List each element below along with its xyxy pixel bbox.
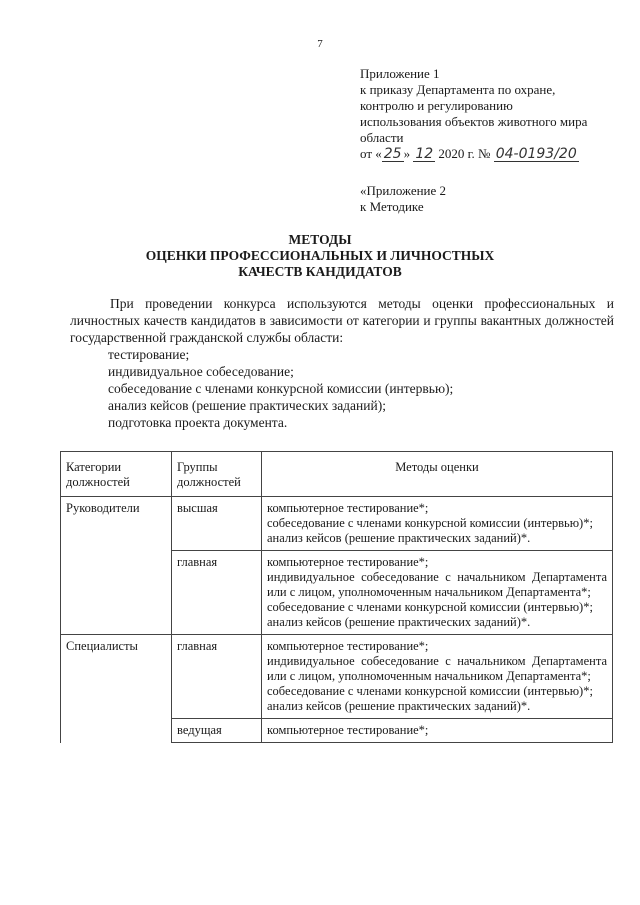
methods-cell bbox=[262, 719, 613, 743]
method-list-item: тестирование; bbox=[108, 347, 190, 362]
group-cell: главная bbox=[172, 635, 262, 719]
method-line: индивидуальное собеседование с начальником Департамента или с лицом, уполномоченным начальником Департамента*; bbox=[267, 570, 607, 599]
table-row bbox=[61, 497, 613, 551]
method-list-item: собеседование с членами конкурсной комиссии (интервью); bbox=[108, 381, 454, 396]
intro-paragraph: При проведении конкурса используются методы оценки профессиональных и личностных качеств кандидатов в зависимости от категории и группы вакантных должностей государственной гражданской службы области: bbox=[70, 296, 614, 345]
category-cell bbox=[61, 719, 172, 743]
document-title bbox=[0, 232, 640, 280]
method-line: собеседование с членами конкурсной комиссии (интервью)*; bbox=[267, 600, 593, 614]
appendix-line: Приложение 1 bbox=[360, 66, 440, 81]
appendix2-line: к Методике bbox=[360, 199, 424, 214]
category-cell bbox=[61, 551, 172, 635]
appendix-line: области bbox=[360, 130, 404, 145]
appendix-line: использования объектов животного мира bbox=[360, 114, 588, 129]
method-line: компьютерное тестирование*; bbox=[267, 555, 429, 569]
date-prefix: от « bbox=[360, 146, 382, 161]
handwritten-month: 12 bbox=[415, 146, 434, 162]
title-line: КАЧЕСТВ КАНДИДАТОВ bbox=[238, 264, 402, 279]
title-line: МЕТОДЫ bbox=[288, 232, 352, 247]
group-cell: ведущая bbox=[172, 719, 262, 743]
appendix-line: к приказу Департамента по охране, bbox=[360, 82, 556, 97]
date-year: 2020 г. № bbox=[435, 146, 494, 161]
appendix2-header bbox=[360, 183, 446, 215]
appendix-line: контролю и регулированию bbox=[360, 98, 513, 113]
group-cell: главная bbox=[172, 551, 262, 635]
header-group: Группы должностей bbox=[172, 452, 262, 497]
table-row bbox=[61, 719, 613, 743]
page-number: 7 bbox=[317, 38, 323, 50]
intro-section bbox=[70, 295, 614, 431]
methods-table bbox=[60, 451, 613, 743]
method-line: собеседование с членами конкурсной комиссии (интервью)*; bbox=[267, 684, 593, 698]
method-list-item: индивидуальное собеседование; bbox=[108, 364, 294, 379]
method-line: компьютерное тестирование*; bbox=[267, 723, 429, 737]
handwritten-order-number: 04-0193/20 bbox=[495, 146, 577, 162]
appendix2-line: «Приложение 2 bbox=[360, 183, 447, 198]
methods-cell bbox=[262, 497, 613, 551]
method-line: компьютерное тестирование*; bbox=[267, 501, 429, 515]
method-list-item: подготовка проекта документа. bbox=[108, 415, 288, 430]
header-category: Категории должностей bbox=[61, 452, 172, 497]
method-line: компьютерное тестирование*; bbox=[267, 639, 429, 653]
title-line: ОЦЕНКИ ПРОФЕССИОНАЛЬНЫХ И ЛИЧНОСТНЫХ bbox=[145, 248, 495, 263]
date-mid: » bbox=[403, 146, 414, 161]
method-line: анализ кейсов (решение практических заданий)*. bbox=[267, 615, 531, 629]
header-methods: Методы оценки bbox=[262, 452, 613, 497]
table-header-row bbox=[61, 452, 613, 497]
appendix-header bbox=[360, 66, 610, 162]
methods-cell bbox=[262, 635, 613, 719]
method-list-item: анализ кейсов (решение практических заданий); bbox=[108, 398, 386, 413]
handwritten-day: 25 bbox=[383, 146, 402, 162]
table-row bbox=[61, 551, 613, 635]
order-date-line bbox=[360, 146, 610, 162]
method-line: анализ кейсов (решение практических заданий)*. bbox=[267, 531, 531, 545]
category-cell: Специалисты bbox=[61, 635, 172, 719]
table-row bbox=[61, 635, 613, 719]
method-line: анализ кейсов (решение практических заданий)*. bbox=[267, 699, 531, 713]
group-cell: высшая bbox=[172, 497, 262, 551]
method-line: собеседование с членами конкурсной комиссии (интервью)*; bbox=[267, 516, 593, 530]
methods-cell bbox=[262, 551, 613, 635]
method-line: индивидуальное собеседование с начальником Департамента или с лицом, уполномоченным начальником Департамента*; bbox=[267, 654, 607, 683]
category-cell: Руководители bbox=[61, 497, 172, 551]
